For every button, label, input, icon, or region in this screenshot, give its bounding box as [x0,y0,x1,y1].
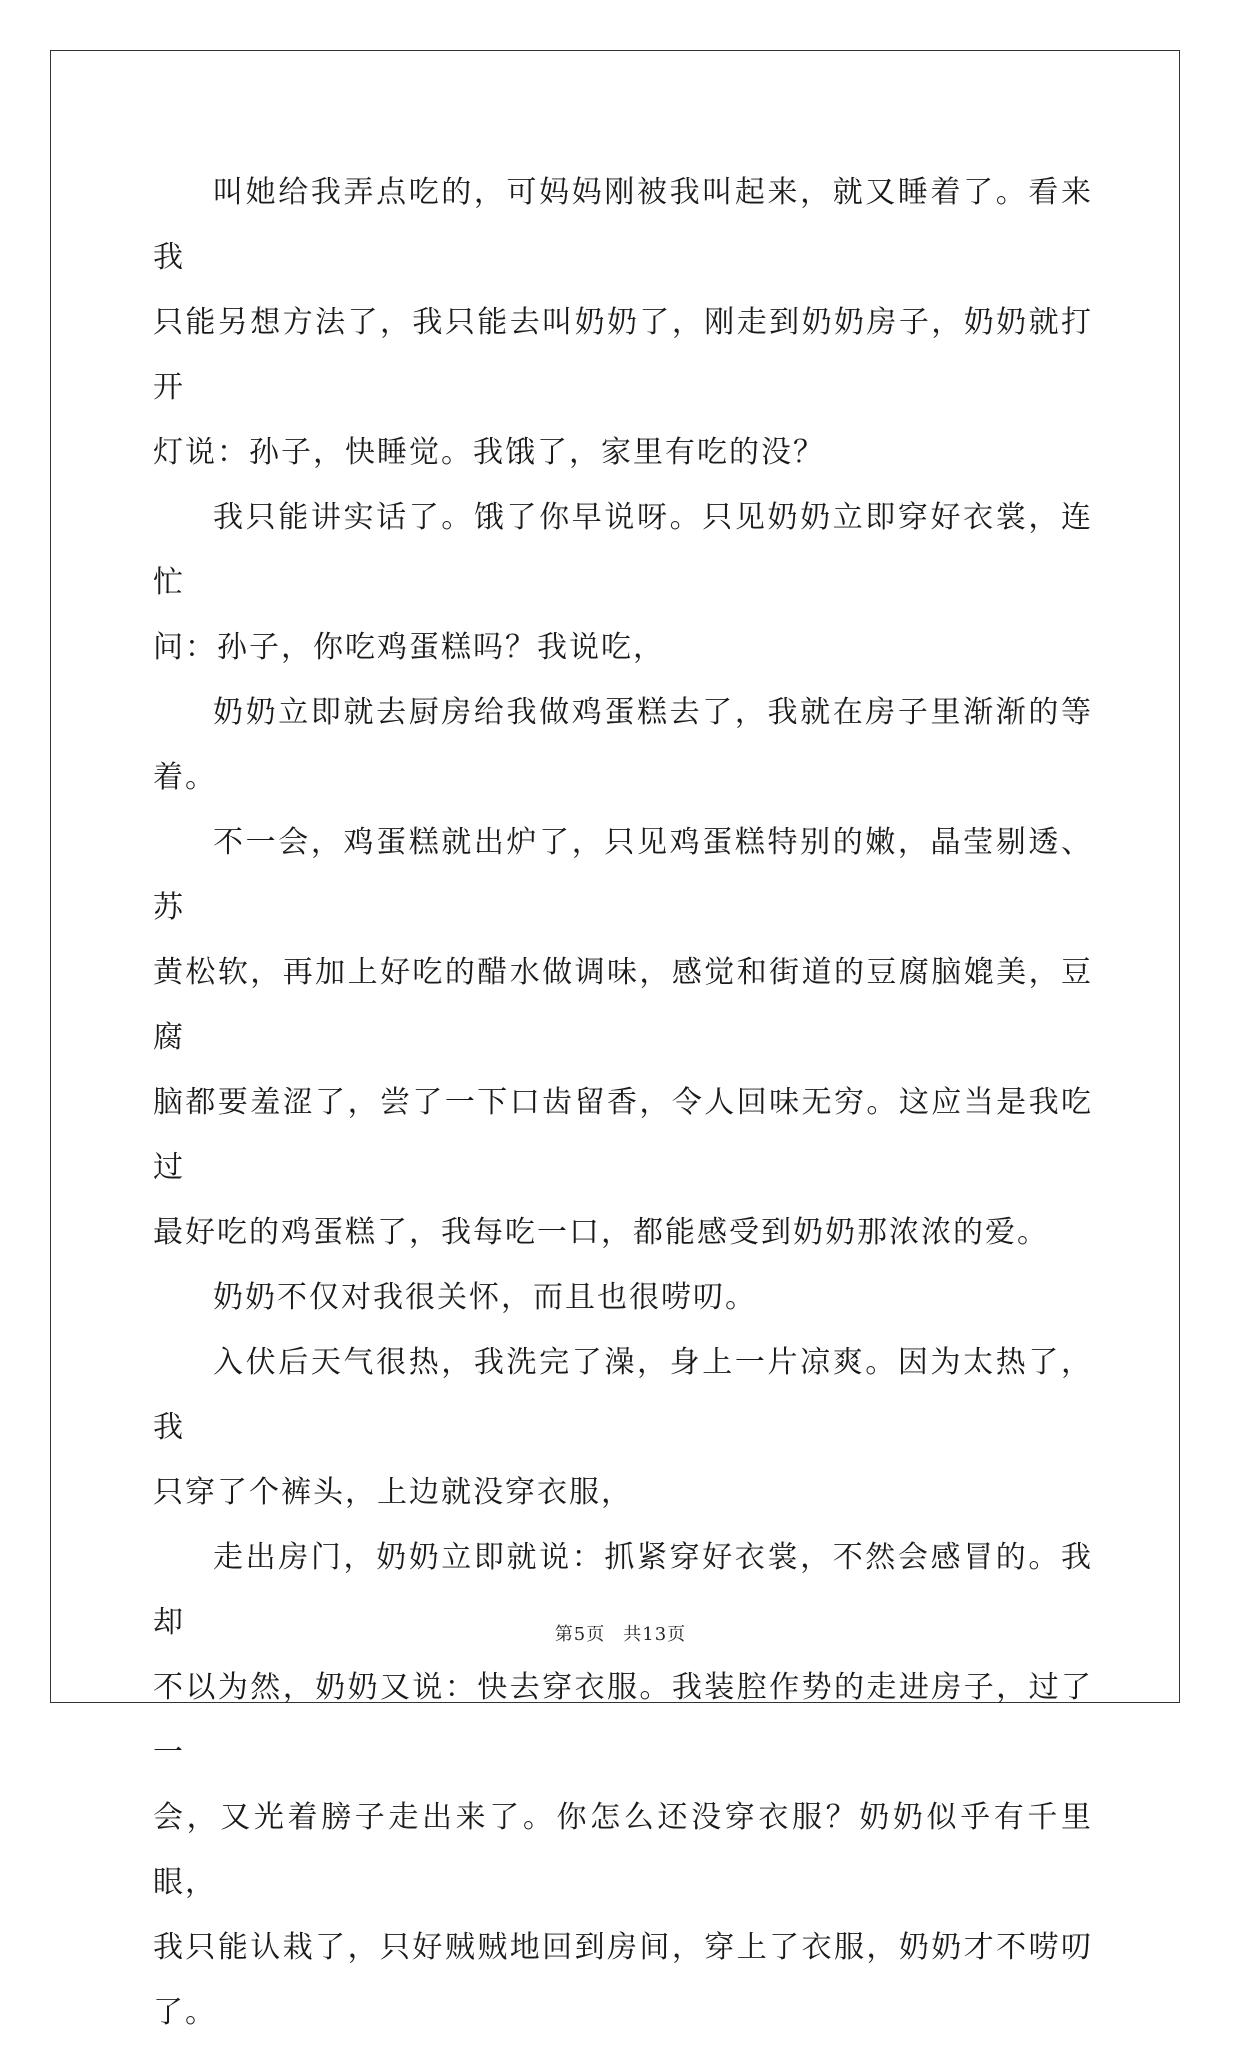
paragraph-4 [153,810,1093,1265]
text-line: 我只能讲实话了。饿了你早说呀。只见奶奶立即穿好衣裳，连忙 [153,500,1093,600]
paragraph-3 [153,680,1093,810]
text-line: 叫她给我弄点吃的，可妈妈刚被我叫起来，就又睡着了。看来我 [153,175,1093,275]
text-line: 最好吃的鸡蛋糕了，我每吃一口，都能感受到奶奶那浓浓的爱。 [153,1215,1049,1250]
document-body [153,160,1093,2045]
paragraph-7 [153,1525,1093,2045]
text-line: 我只能认栽了，只好贼贼地回到房间，穿上了衣服，奶奶才不唠叨了。 [153,1930,1093,2030]
text-line: 奶奶立即就去厨房给我做鸡蛋糕去了，我就在房子里渐渐的等着。 [153,695,1093,795]
text-line: 不以为然，奶奶又说：快去穿衣服。我装腔作势的走进房子，过了一 [153,1670,1093,1770]
text-line: 只能另想方法了，我只能去叫奶奶了，刚走到奶奶房子，奶奶就打开 [153,305,1093,405]
paragraph-5 [153,1265,1093,1330]
page-footer [0,1620,1241,1646]
text-line: 只穿了个裤头，上边就没穿衣服， [153,1475,633,1510]
text-line: 不一会，鸡蛋糕就出炉了，只见鸡蛋糕特别的嫩，晶莹剔透、苏 [153,825,1093,925]
page-total: 共13页 [623,1624,687,1645]
paragraph-1 [153,160,1093,485]
page-number: 第5页 [554,1624,606,1645]
text-line: 奶奶不仅对我很关怀，而且也很唠叨。 [213,1280,757,1315]
paragraph-6 [153,1330,1093,1525]
text-line: 走出房门，奶奶立即就说：抓紧穿好衣裳，不然会感冒的。我却 [153,1540,1093,1640]
text-line: 灯说：孙子，快睡觉。我饿了，家里有吃的没？ [153,435,825,470]
paragraph-2 [153,485,1093,680]
text-line: 会，又光着膀子走出来了。你怎么还没穿衣服？奶奶似乎有千里眼， [153,1800,1093,1900]
text-line: 入伏后天气很热，我洗完了澡，身上一片凉爽。因为太热了，我 [153,1345,1093,1445]
text-line: 黄松软，再加上好吃的醋水做调味，感觉和街道的豆腐脑媲美，豆腐 [153,955,1093,1055]
text-line: 问：孙子，你吃鸡蛋糕吗？我说吃， [153,630,665,665]
text-line: 脑都要羞涩了，尝了一下口齿留香，令人回味无穷。这应当是我吃过 [153,1085,1093,1185]
